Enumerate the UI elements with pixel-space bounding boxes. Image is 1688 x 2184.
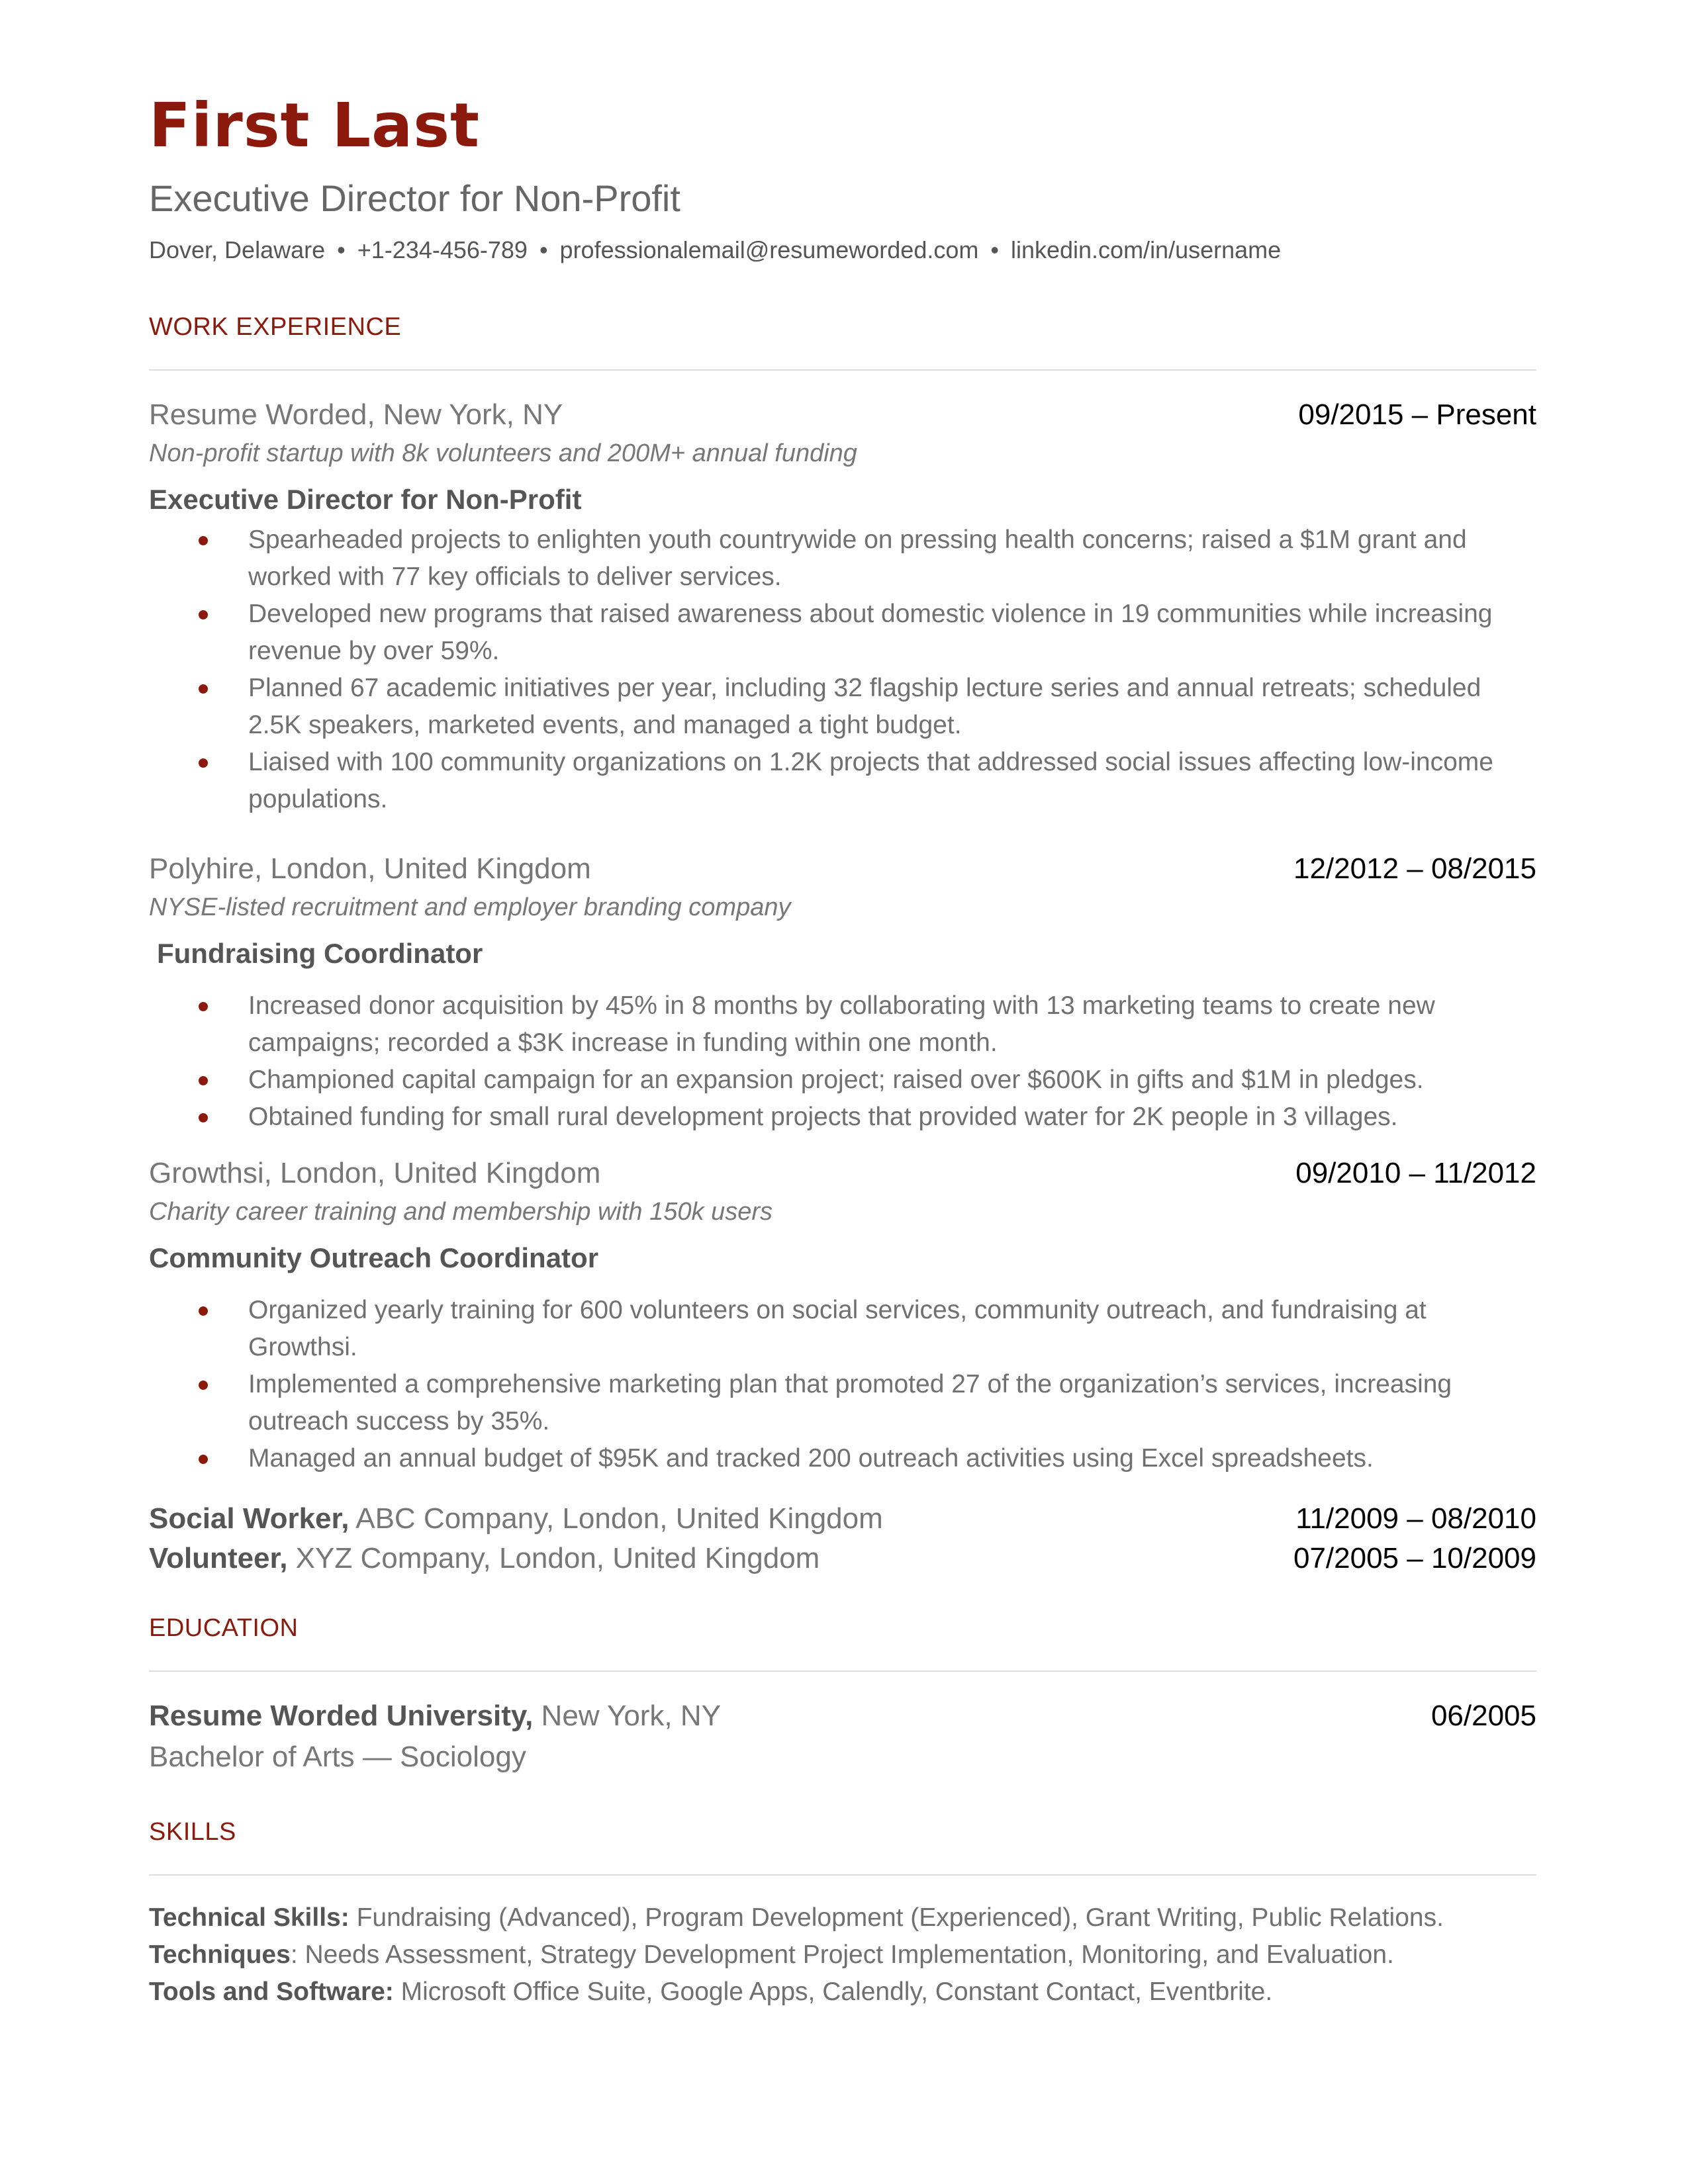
skill-label: Technical Skills: [149, 1903, 350, 1932]
job-role: Executive Director for Non-Profit [149, 484, 582, 515]
job-role: Community Outreach Coordinator [149, 1242, 599, 1273]
short-job-dates: 11/2009 – 08/2010 [1295, 1502, 1536, 1535]
job-bullet [149, 744, 1536, 818]
skill-label: Techniques [149, 1940, 291, 1969]
job-entry [149, 397, 1536, 818]
job-bullet [149, 1292, 1536, 1366]
short-job-title [149, 1541, 820, 1576]
short-job-list [149, 1501, 1536, 1576]
job-company-description: Charity career training and membership with 150k users [149, 1198, 773, 1226]
job-dates: 09/2015 – Present [1298, 398, 1536, 431]
job-header [149, 397, 1536, 433]
job-dates: 12/2012 – 08/2015 [1293, 852, 1536, 885]
job-company-description: Non-profit startup with 8k volunteers and 200M+ annual funding [149, 439, 857, 467]
job-bullet-text: Liaised with 100 community organizations on 1.2K projects that addressed social issues affecting low-income populations. [248, 748, 1493, 813]
bullet-icon [199, 684, 208, 694]
job-bullet [149, 1366, 1536, 1440]
bullet-icon [199, 758, 208, 768]
job-bullet [149, 522, 1536, 596]
job-bullet [149, 1099, 1536, 1136]
job-bullet-list [149, 987, 1536, 1136]
job-bullet-text: Championed capital campaign for an expansion project; raised over $600K in gifts and $1M in pledges. [248, 1066, 1424, 1094]
short-job-company: XYZ Company, London, United Kingdom [287, 1542, 820, 1574]
candidate-name: First Last [149, 90, 480, 161]
education-school-line [149, 1698, 721, 1734]
contact-location: Dover, Delaware [149, 236, 326, 263]
section-divider [149, 1670, 1536, 1672]
skill-line [149, 1936, 1536, 1974]
skill-value: : Needs Assessment, Strategy Development Project Implementation, Monitoring, and Evaluation. [290, 1940, 1394, 1969]
job-bullet [149, 670, 1536, 744]
skills-list [149, 1899, 1536, 2011]
short-job-role: Social Worker, [149, 1502, 350, 1535]
job-bullet-list [149, 522, 1536, 818]
contact-line [149, 236, 1536, 265]
job-entry [149, 851, 1536, 1136]
job-bullet-text: Increased donor acquisition by 45% in 8 months by collaborating with 13 marketing teams to create new campaigns; recorded a $3K increase in funding within one month. [248, 991, 1435, 1057]
section-heading-work-experience: WORK EXPERIENCE [149, 313, 402, 341]
job-bullet-text: Managed an annual budget of $95K and tracked 200 outreach activities using Excel spreadsheets. [248, 1444, 1374, 1473]
skill-value: Microsoft Office Suite, Google Apps, Calendly, Constant Contact, Eventbrite. [393, 1978, 1273, 2006]
education-degree: Bachelor of Arts — Sociology [149, 1741, 526, 1773]
job-bullet-text: Spearheaded projects to enlighten youth countrywide on pressing health concerns; raised a $1M grant and worked with 77 key officials to deliver services. [248, 525, 1467, 591]
skill-label: Tools and Software: [149, 1978, 394, 2006]
short-job-title [149, 1501, 883, 1537]
job-bullet-text: Developed new programs that raised awareness about domestic violence in 19 communities while increasing revenue by over 59%. [248, 600, 1493, 665]
section-heading-skills: SKILLS [149, 1818, 236, 1846]
job-company-description: NYSE-listed recruitment and employer branding company [149, 893, 791, 921]
job-bullet [149, 1440, 1536, 1477]
education-school: Resume Worded University, [149, 1700, 534, 1732]
job-company: Growthsi, London, United Kingdom [149, 1157, 601, 1189]
job-role: Fundraising Coordinator [157, 938, 483, 969]
bullet-icon [199, 1455, 208, 1464]
bullet-icon [199, 1381, 208, 1390]
short-job-role: Volunteer, [149, 1542, 288, 1574]
candidate-title: Executive Director for Non-Profit [149, 177, 680, 219]
short-job-dates: 07/2005 – 10/2009 [1293, 1542, 1536, 1574]
job-bullet-text: Planned 67 academic initiatives per year, including 32 flagship lecture series and annual retreats; scheduled 2.5K speakers, marketed events, and managed a tight budget. [248, 674, 1481, 739]
job-dates: 09/2010 – 11/2012 [1295, 1157, 1536, 1189]
education-location: New York, NY [533, 1700, 722, 1732]
job-bullet-text: Organized yearly training for 600 volunteers on social services, community outreach, and fundraising at Growthsi. [248, 1296, 1427, 1361]
section-divider [149, 1874, 1536, 1876]
short-job-entry [149, 1501, 1536, 1537]
bullet-icon [199, 1113, 208, 1122]
contact-separator: • [337, 236, 346, 263]
skill-line [149, 1974, 1536, 2011]
contact-separator: • [539, 236, 548, 263]
contact-separator: • [990, 236, 999, 263]
short-job-company: ABC Company, London, United Kingdom [349, 1502, 883, 1535]
job-header [149, 851, 1536, 887]
short-job-entry [149, 1541, 1536, 1576]
job-bullet-text: Implemented a comprehensive marketing plan that promoted 27 of the organization’s services, increasing outreach success by 35%. [248, 1370, 1452, 1435]
bullet-icon [199, 1076, 208, 1085]
education-date: 06/2005 [1430, 1700, 1536, 1732]
job-bullet [149, 596, 1536, 670]
bullet-icon [199, 610, 208, 619]
contact-phone: +1-234-456-789 [357, 236, 528, 263]
section-divider [149, 369, 1536, 371]
job-bullet [149, 1062, 1536, 1099]
bullet-icon [199, 1306, 208, 1316]
job-bullet-list [149, 1292, 1536, 1477]
contact-linkedin[interactable]: linkedin.com/in/username [1010, 236, 1282, 263]
job-header [149, 1156, 1536, 1191]
job-entry [149, 1156, 1536, 1477]
skill-value: Fundraising (Advanced), Program Development (Experienced), Grant Writing, Public Relations. [349, 1903, 1444, 1932]
job-bullet [149, 987, 1536, 1062]
education-header [149, 1698, 1536, 1734]
job-company: Resume Worded, New York, NY [149, 398, 563, 431]
section-heading-education: EDUCATION [149, 1614, 299, 1642]
bullet-icon [199, 1002, 208, 1011]
job-company: Polyhire, London, United Kingdom [149, 852, 591, 885]
contact-email[interactable]: professionalemail@resumeworded.com [559, 236, 979, 263]
education-entry [149, 1698, 1536, 1775]
skill-line [149, 1899, 1536, 1936]
bullet-icon [199, 536, 208, 545]
job-bullet-text: Obtained funding for small rural development projects that provided water for 2K people in 3 villages. [248, 1103, 1398, 1131]
